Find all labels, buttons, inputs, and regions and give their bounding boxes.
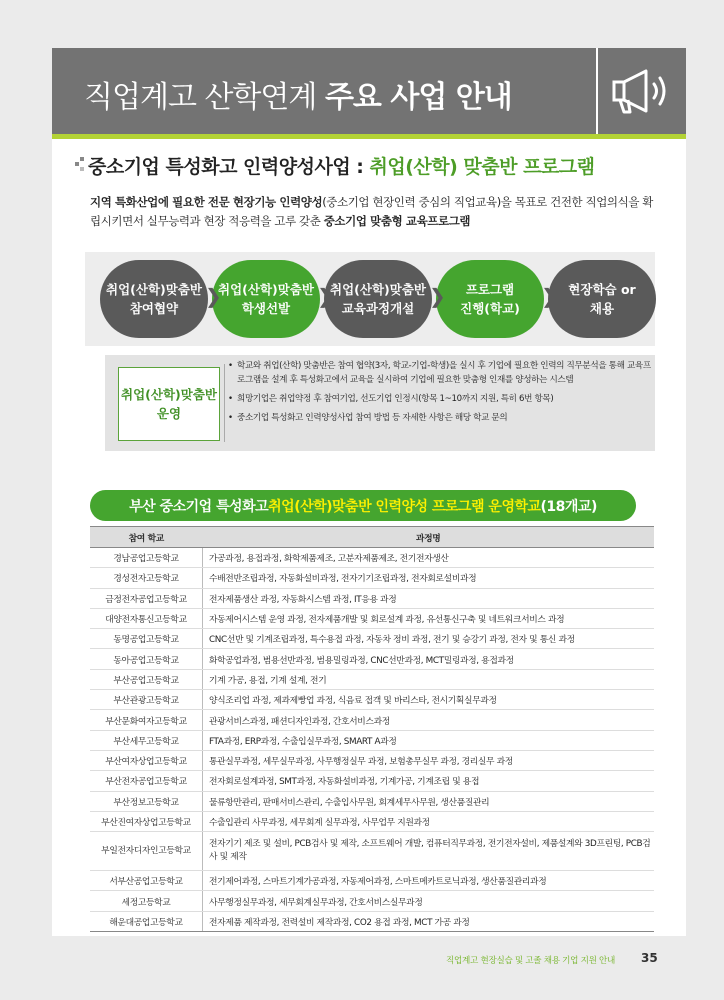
table-row — [90, 891, 654, 911]
process-step: 취업(산학)맞춤반 참여협약 — [100, 260, 208, 338]
page-title — [84, 72, 512, 116]
school-name: 부산여자상업고등학교 — [90, 750, 203, 770]
school-name: 부일전자디자인고등학교 — [90, 832, 203, 871]
course-list: 가공과정, 용접과정, 화학제품제조, 고분자제품제조, 전기전자생산 — [203, 548, 655, 568]
course-list: 전자회로설계과정, SMT과정, 자동화설비과정, 기계가공, 기계조립 및 용접 — [203, 771, 655, 791]
course-list: 자동제어시스템 운영 과정, 전자제품개발 및 회로설계 과정, 유선통신구축 및 네트워크서비스 과정 — [203, 608, 655, 628]
chevron-right-icon: ❯ — [429, 284, 446, 308]
course-list: 관광서비스과정, 패션디자인과정, 간호서비스과정 — [203, 710, 655, 730]
table-row — [90, 568, 654, 588]
title-underline — [52, 134, 686, 139]
table-row — [90, 750, 654, 770]
header-course: 과정명 — [203, 527, 655, 548]
megaphone-box — [598, 48, 686, 134]
school-name: 부산전자공업고등학교 — [90, 771, 203, 791]
school-name: 부산관광고등학교 — [90, 690, 203, 710]
table-row — [90, 608, 654, 628]
table-row — [90, 629, 654, 649]
schools-table — [90, 526, 654, 932]
course-list: 사무행정실무과정, 세무회계실무과정, 간호서비스실무과정 — [203, 891, 655, 911]
table-row — [90, 710, 654, 730]
table-row — [90, 832, 654, 871]
school-name: 부산세무고등학교 — [90, 730, 203, 750]
school-name: 세정고등학교 — [90, 891, 203, 911]
course-list: 수출입관리 사무과정, 세무회계 실무과정, 사무업무 지원과정 — [203, 811, 655, 831]
school-name: 경남공업고등학교 — [90, 548, 203, 568]
school-name: 대양전자통신고등학교 — [90, 608, 203, 628]
course-list: 양식조리업 과정, 제과제빵업 과정, 식음료 접객 및 바리스타, 전시기획실무과정 — [203, 690, 655, 710]
course-list: CNC선반 및 기계조립과정, 특수용접 과정, 자동차 정비 과정, 전기 및 승강기 과정, 전자 및 통신 과정 — [203, 629, 655, 649]
school-name: 부산진여자상업고등학교 — [90, 811, 203, 831]
table-row — [90, 649, 654, 669]
operation-note: • 학교와 취업(산학) 맞춤반은 참여 협약(3자, 학교-기업-학생)을 실시 후 기업에 필요한 인력의 직무분석을 통해 교육프로그램을 설계 후 특성화고에서 교육을 실시하여 기업에 필요한 맞춤형 인재를 양성하는 시스템 — [228, 359, 652, 387]
table-row — [90, 771, 654, 791]
course-list: 전기제어과정, 스마트기계가공과정, 자동제어과정, 스마트메카트로닉과정, 생산품질관리과정 — [203, 871, 655, 891]
school-name: 금정전자공업고등학교 — [90, 588, 203, 608]
table-row — [90, 690, 654, 710]
divider — [224, 364, 225, 442]
course-list: 물류항만관리, 판매서비스관리, 수출입사무원, 회계세무사무원, 생산품질관리 — [203, 791, 655, 811]
school-name: 부산공업고등학교 — [90, 669, 203, 689]
footer-text: 직업계고 현장실습 및 고졸 채용 기업 지원 안내 — [446, 956, 616, 966]
course-list: 통관실무과정, 세무실무과정, 사무행정실무 과정, 보험총무실무 과정, 경리실무 과정 — [203, 750, 655, 770]
school-name: 부산문화여자고등학교 — [90, 710, 203, 730]
operation-note: • 희망기업은 취업약정 후 참여기업, 선도기업 인정시(항목 1~10까지 지원, 특히 6번 항목) — [228, 392, 652, 406]
section-heading: 중소기업 특성화고 인력양성사업 : 취업(산학) 맞춤반 프로그램 — [88, 156, 595, 178]
operation-label: 취업(산학)맞춤반 운영 — [118, 367, 220, 441]
school-name: 경성전자고등학교 — [90, 568, 203, 588]
school-name: 서부산공업고등학교 — [90, 871, 203, 891]
title-bold: 주요 사업 안내 — [324, 80, 512, 115]
table-row — [90, 730, 654, 750]
course-list: 화학공업과정, 범용선반과정, 범용밀링과정, CNC선반과정, MCT밀링과정, 용접과정 — [203, 649, 655, 669]
operation-note: • 중소기업 특성화고 인력양성사업 참여 방법 등 자세한 사항은 해당 학교 문의 — [228, 411, 652, 425]
process-step: 취업(산학)맞춤반 교육과정개설 — [324, 260, 432, 338]
school-name: 동아공업고등학교 — [90, 649, 203, 669]
header-school: 참여 학교 — [90, 527, 203, 548]
table-row — [90, 811, 654, 831]
page-number: 35 — [641, 951, 658, 965]
table-row — [90, 669, 654, 689]
schools-banner: 부산 중소기업 특성화고 취업(산학)맞춤반 인력양성 프로그램 운영학교 (18개교) — [90, 490, 636, 521]
chevron-right-icon: ❯ — [205, 284, 222, 308]
chevron-right-icon: ❯ — [317, 284, 334, 308]
process-step: 취업(산학)맞춤반 학생선발 — [212, 260, 320, 338]
table-row — [90, 911, 654, 931]
course-list: 전자제품생산 과정, 자동화시스템 과정, IT응용 과정 — [203, 588, 655, 608]
school-name: 부산정보고등학교 — [90, 791, 203, 811]
school-name: 동명공업고등학교 — [90, 629, 203, 649]
course-list: 수배전반조립과정, 자동화설비과정, 전자기기조립과정, 전자회로설비과정 — [203, 568, 655, 588]
course-list: 기계 가공, 용접, 기계 설계, 전기 — [203, 669, 655, 689]
bullet-square — [80, 167, 84, 171]
course-list: 전자제품 제작과정, 전력설비 제작과정, CO2 용접 과정, MCT 가공 과정 — [203, 911, 655, 931]
process-step: 현장학습 or 채용 — [548, 260, 656, 338]
process-step: 프로그램 진행(학교) — [436, 260, 544, 338]
table-header-row — [90, 527, 654, 548]
operation-notes — [228, 359, 652, 430]
title-light: 직업계고 산학연계 — [84, 80, 317, 115]
course-list: FTA과정, ERP과정, 수출입실무과정, SMART A과정 — [203, 730, 655, 750]
table-row — [90, 871, 654, 891]
table-row — [90, 548, 654, 568]
table-row — [90, 588, 654, 608]
bullet-square — [80, 157, 84, 161]
chevron-right-icon: ❯ — [541, 284, 558, 308]
megaphone-icon — [608, 66, 674, 116]
table-row — [90, 791, 654, 811]
course-list: 전자기기 제조 및 설비, PCB검사 및 제작, 소프트웨어 개발, 컴퓨터직무과정, 전기전자설비, 제품설계와 3D프린팅, PCB검사 및 제작 — [203, 832, 655, 871]
bullet-square — [75, 162, 79, 166]
school-name: 해운대공업고등학교 — [90, 911, 203, 931]
intro-paragraph: 지역 특화산업에 필요한 전문 현장기능 인력양성(중소기업 현장인력 중심의 직업교육)을 목표로 건전한 직업의식을 확립시키면서 실무능력과 현장 적응력을 고루 갖춘 중소기업 맞춤형 교육프로그램 — [90, 195, 654, 228]
